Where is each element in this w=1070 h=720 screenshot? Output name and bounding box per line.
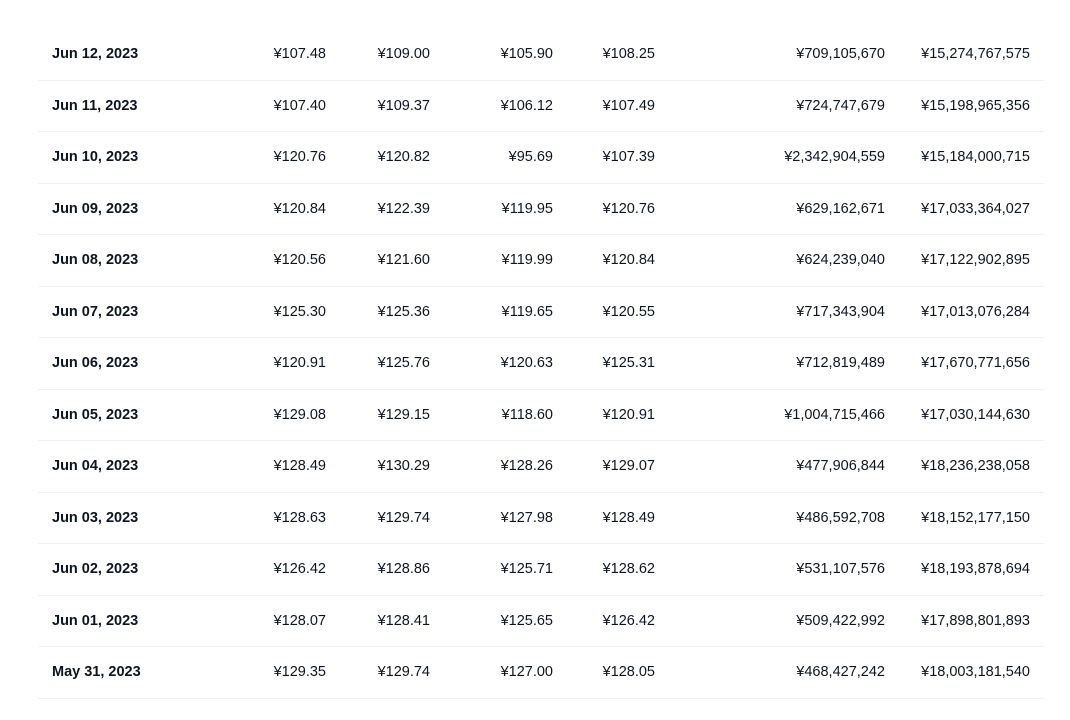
low-price-cell: ¥105.90 (500, 46, 553, 62)
low-price-cell: ¥127.98 (500, 509, 553, 526)
low-price-cell: ¥118.60 (501, 406, 553, 423)
open-price-cell: ¥120.84 (273, 200, 326, 217)
open-price-cell: ¥107.48 (273, 46, 326, 62)
table-row (38, 287, 1044, 339)
high-price-cell: ¥125.76 (377, 355, 430, 371)
high-price-cell: ¥128.86 (377, 561, 430, 577)
market-cap-cell: ¥18,236,238,058 (921, 458, 1030, 474)
market-cap-cell: ¥17,670,771,656 (921, 355, 1030, 371)
volume-cell: ¥624,239,040 (796, 252, 885, 268)
volume-cell: ¥709,105,670 (796, 46, 885, 62)
open-price-cell: ¥128.07 (273, 612, 326, 629)
close-price-cell: ¥120.55 (602, 303, 655, 320)
volume-cell: ¥629,162,671 (796, 200, 885, 217)
market-cap-cell: ¥18,193,878,694 (921, 561, 1030, 577)
date-cell: Jun 05, 2023 (52, 406, 139, 423)
low-price-cell: ¥128.26 (500, 458, 553, 474)
table-row (38, 596, 1044, 648)
table-row (38, 647, 1044, 699)
volume-cell: ¥486,592,708 (796, 509, 885, 526)
market-cap-cell: ¥17,013,076,284 (921, 303, 1030, 320)
high-price-cell: ¥130.29 (377, 458, 430, 474)
low-price-cell: ¥119.65 (501, 303, 553, 320)
table-row (38, 184, 1044, 236)
low-price-cell: ¥125.65 (500, 612, 553, 629)
high-price-cell: ¥109.00 (377, 46, 430, 62)
date-cell: Jun 08, 2023 (52, 252, 139, 268)
close-price-cell: ¥126.42 (602, 612, 655, 629)
date-cell: Jun 07, 2023 (52, 303, 139, 320)
high-price-cell: ¥129.74 (377, 509, 430, 526)
open-price-cell: ¥126.42 (273, 561, 326, 577)
date-cell: Jun 06, 2023 (52, 355, 139, 371)
market-cap-cell: ¥15,184,000,715 (921, 149, 1030, 165)
table-row (38, 81, 1044, 133)
close-price-cell: ¥128.62 (602, 561, 655, 577)
volume-cell: ¥468,427,242 (796, 664, 885, 680)
close-price-cell: ¥128.05 (602, 664, 655, 680)
close-price-cell: ¥107.49 (602, 97, 655, 114)
high-price-cell: ¥120.82 (377, 149, 430, 165)
close-price-cell: ¥125.31 (602, 355, 655, 371)
open-price-cell: ¥107.40 (273, 97, 326, 114)
market-cap-cell: ¥17,030,144,630 (921, 406, 1030, 423)
table-row (38, 338, 1044, 390)
market-cap-cell: ¥17,898,801,893 (921, 612, 1030, 629)
date-cell: Jun 10, 2023 (52, 149, 139, 165)
open-price-cell: ¥120.91 (273, 355, 326, 371)
low-price-cell: ¥106.12 (500, 97, 553, 114)
date-cell: May 31, 2023 (52, 664, 141, 680)
low-price-cell: ¥120.63 (500, 355, 553, 371)
market-cap-cell: ¥17,033,364,027 (921, 200, 1030, 217)
date-cell: Jun 01, 2023 (52, 612, 139, 629)
volume-cell: ¥712,819,489 (796, 355, 885, 371)
close-price-cell: ¥108.25 (602, 46, 655, 62)
table-row (38, 132, 1044, 184)
open-price-cell: ¥125.30 (273, 303, 326, 320)
high-price-cell: ¥122.39 (377, 200, 430, 217)
close-price-cell: ¥120.76 (602, 200, 655, 217)
close-price-cell: ¥128.49 (602, 509, 655, 526)
close-price-cell: ¥120.84 (602, 252, 655, 268)
low-price-cell: ¥125.71 (500, 561, 553, 577)
close-price-cell: ¥129.07 (602, 458, 655, 474)
low-price-cell: ¥119.95 (501, 200, 553, 217)
market-cap-cell: ¥18,152,177,150 (921, 509, 1030, 526)
date-cell: Jun 11, 2023 (52, 97, 138, 114)
close-price-cell: ¥107.39 (602, 149, 655, 165)
low-price-cell: ¥119.99 (501, 252, 553, 268)
volume-cell: ¥1,004,715,466 (784, 406, 885, 423)
high-price-cell: ¥109.37 (377, 97, 430, 114)
table-body (38, 29, 1044, 699)
open-price-cell: ¥128.49 (273, 458, 326, 474)
table-row (38, 390, 1044, 442)
volume-cell: ¥2,342,904,559 (784, 149, 885, 165)
high-price-cell: ¥125.36 (377, 303, 430, 320)
volume-cell: ¥477,906,844 (796, 458, 885, 474)
market-cap-cell: ¥17,122,902,895 (921, 252, 1030, 268)
historical-data-table (38, 29, 1044, 699)
volume-cell: ¥724,747,679 (796, 97, 885, 114)
open-price-cell: ¥120.56 (273, 252, 326, 268)
market-cap-cell: ¥18,003,181,540 (921, 664, 1030, 680)
volume-cell: ¥509,422,992 (796, 612, 885, 629)
date-cell: Jun 09, 2023 (52, 200, 139, 217)
volume-cell: ¥717,343,904 (796, 303, 885, 320)
table-row (38, 29, 1044, 81)
volume-cell: ¥531,107,576 (796, 561, 885, 577)
open-price-cell: ¥128.63 (273, 509, 326, 526)
date-cell: Jun 03, 2023 (52, 509, 139, 526)
low-price-cell: ¥127.00 (500, 664, 553, 680)
date-cell: Jun 12, 2023 (52, 46, 139, 62)
table-row (38, 235, 1044, 287)
high-price-cell: ¥121.60 (377, 252, 430, 268)
table-row (38, 493, 1044, 545)
high-price-cell: ¥128.41 (377, 612, 430, 629)
open-price-cell: ¥129.35 (273, 664, 326, 680)
market-cap-cell: ¥15,198,965,356 (921, 97, 1030, 114)
open-price-cell: ¥120.76 (273, 149, 326, 165)
open-price-cell: ¥129.08 (273, 406, 326, 423)
close-price-cell: ¥120.91 (602, 406, 655, 423)
low-price-cell: ¥95.69 (508, 149, 553, 165)
date-cell: Jun 02, 2023 (52, 561, 139, 577)
high-price-cell: ¥129.74 (377, 664, 430, 680)
market-cap-cell: ¥15,274,767,575 (921, 46, 1030, 62)
table-row (38, 441, 1044, 493)
table-row (38, 544, 1044, 596)
date-cell: Jun 04, 2023 (52, 458, 139, 474)
high-price-cell: ¥129.15 (377, 406, 430, 423)
